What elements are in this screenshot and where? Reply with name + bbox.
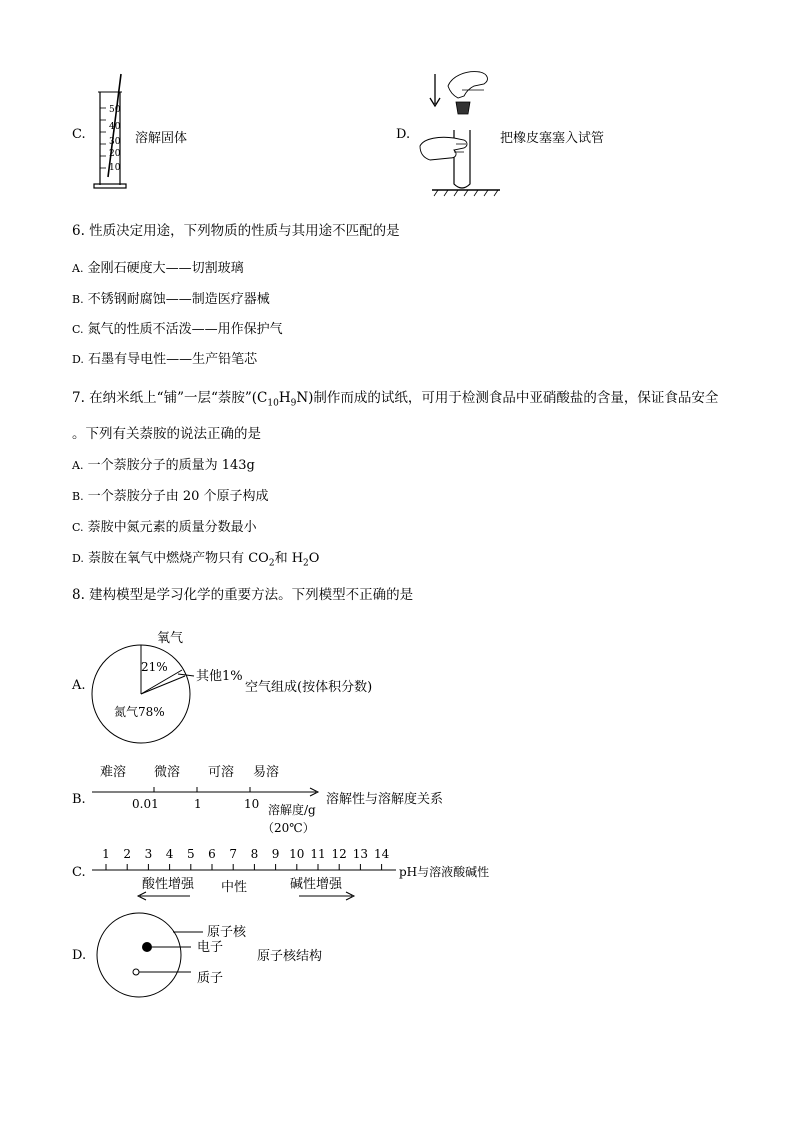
atom-nucleus-label: 原子核 bbox=[207, 925, 247, 940]
atom-proton-label: 质子 bbox=[197, 971, 224, 986]
air-composition-pie bbox=[90, 620, 400, 750]
q6-option-b: B. 不锈钢耐腐蚀——制造医疗器械 bbox=[72, 292, 270, 307]
cylinder-mark: 40 bbox=[109, 122, 121, 132]
q6-option-a: A. 金刚石硬度大——切割玻璃 bbox=[72, 261, 244, 276]
solubility-axis bbox=[90, 760, 470, 840]
option-c-text: 溶解固体 bbox=[135, 131, 188, 146]
ph-number: 12 bbox=[331, 847, 347, 861]
ph-number: 1 bbox=[102, 847, 110, 861]
q8-stem: 8. 建构模型是学习化学的重要方法。下列模型不正确的是 bbox=[72, 587, 414, 603]
ph-number: 5 bbox=[186, 847, 195, 861]
ph-base-label: 碱性增强 bbox=[290, 877, 343, 892]
test-tube-stopper-figure bbox=[418, 66, 500, 198]
q7-option-b: B. 一个萘胺分子由 20 个原子构成 bbox=[72, 489, 269, 504]
solubility-tick: 10 bbox=[244, 797, 260, 811]
option-d-text: 把橡皮塞塞入试管 bbox=[500, 131, 605, 146]
pie-oxygen-label: 氧气 bbox=[157, 631, 184, 646]
ph-neutral-label: 中性 bbox=[221, 880, 248, 895]
solubility-category: 难溶 bbox=[100, 765, 127, 780]
pie-caption: 空气组成(按体积分数) bbox=[245, 680, 373, 695]
q7-stem-line2: 。下列有关萘胺的说法正确的是 bbox=[72, 426, 261, 442]
q8-d-label: D. bbox=[72, 948, 87, 963]
q7-option-a: A. 一个萘胺分子的质量为 143g bbox=[72, 458, 255, 473]
pie-nitrogen-label: 氮气78% bbox=[114, 705, 165, 719]
atom-electron-label: 电子 bbox=[197, 940, 224, 955]
ph-number: 2 bbox=[123, 847, 132, 861]
solubility-temp: （20℃） bbox=[262, 821, 315, 835]
q6-option-d: D. 石墨有导电性——生产铅笔芯 bbox=[72, 352, 258, 367]
atom-caption: 原子核结构 bbox=[257, 949, 323, 964]
q7-option-c: C. 萘胺中氮元素的质量分数最小 bbox=[72, 520, 257, 535]
solubility-unit: 溶解度/g bbox=[268, 803, 316, 817]
solubility-category: 易溶 bbox=[253, 765, 280, 780]
solubility-caption: 溶解性与溶解度关系 bbox=[326, 792, 444, 807]
q8-b-label: B. bbox=[72, 792, 86, 807]
ph-scale bbox=[90, 844, 510, 904]
solubility-tick: 0.01 bbox=[132, 797, 159, 811]
ph-number: 11 bbox=[310, 847, 326, 861]
ph-number: 3 bbox=[144, 847, 153, 861]
q6-stem: 6. 性质决定用途，下列物质的性质与其用途不匹配的是 bbox=[72, 223, 400, 239]
graduated-cylinder-figure bbox=[90, 72, 135, 192]
ph-number: 6 bbox=[208, 847, 216, 861]
solubility-tick: 1 bbox=[194, 797, 202, 811]
q8-a-label: A. bbox=[72, 678, 86, 693]
option-c-label: C. bbox=[72, 127, 86, 142]
q7-option-d: D. 萘胺在氧气中燃烧产物只有 $CO_2$和 $H_2O$ bbox=[72, 551, 320, 569]
q6-option-c: C. 氮气的性质不活泼——用作保护气 bbox=[72, 322, 283, 337]
solubility-category: 可溶 bbox=[208, 765, 235, 780]
ph-number: 9 bbox=[271, 847, 280, 861]
q8-c-label: C. bbox=[72, 865, 86, 880]
ph-number: 8 bbox=[250, 847, 259, 861]
cylinder-mark: 10 bbox=[109, 163, 121, 173]
ph-number: 10 bbox=[289, 847, 305, 861]
ph-number: 7 bbox=[229, 847, 238, 861]
cylinder-mark: 50 bbox=[109, 105, 121, 115]
ph-number: 14 bbox=[373, 847, 390, 861]
option-d-label: D. bbox=[396, 127, 411, 142]
atom-model bbox=[90, 912, 350, 1002]
pie-other-label: 其他1% bbox=[196, 669, 243, 684]
pie-oxygen-pct: 21% bbox=[141, 660, 168, 674]
q7-stem-line1: 7. 在纳米纸上“铺”一层“萘胺$”(C_{10}H_9N)$制作而成的试纸，可用于检测食品中亚硝酸盐的含量，保证食品安全 bbox=[72, 390, 719, 409]
solubility-category: 微溶 bbox=[154, 765, 181, 780]
cylinder-mark: 20 bbox=[109, 149, 121, 159]
ph-number: 13 bbox=[352, 847, 369, 861]
cylinder-mark: 30 bbox=[109, 137, 121, 147]
ph-caption: pH与溶液酸碱性 bbox=[399, 865, 490, 879]
ph-number: 4 bbox=[165, 847, 174, 861]
ph-acid-label: 酸性增强 bbox=[142, 877, 195, 892]
